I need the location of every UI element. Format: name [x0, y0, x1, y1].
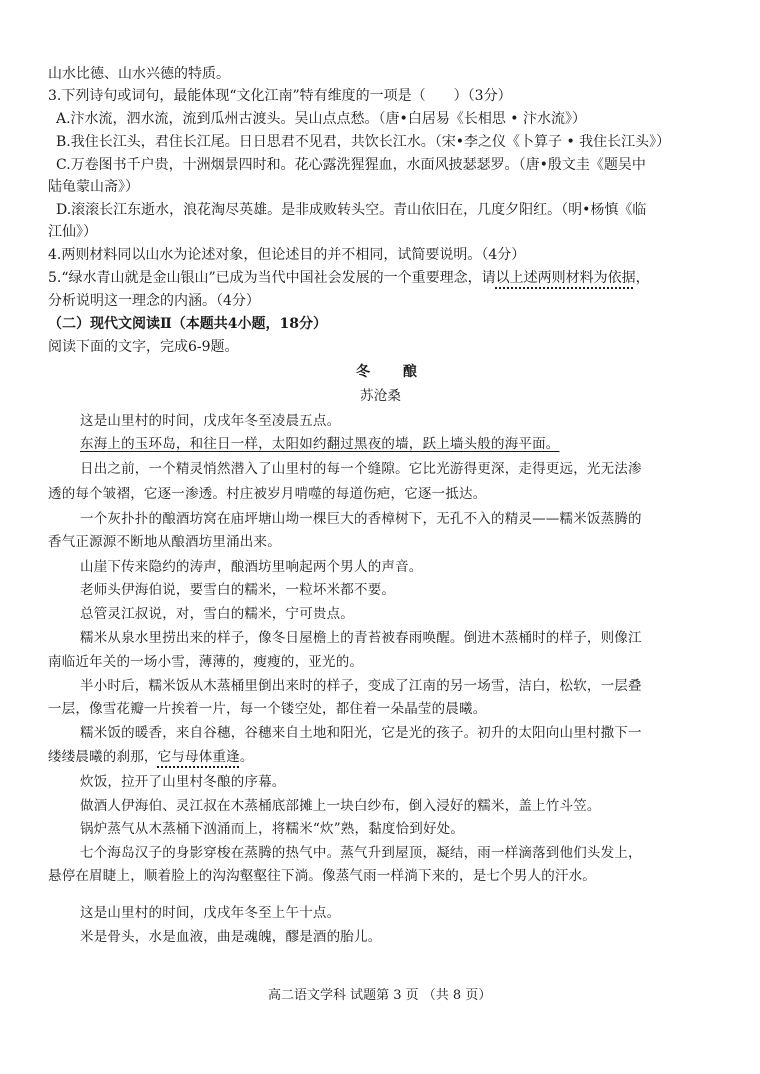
text-line: 山水比德、山水兴德的特质。	[48, 66, 230, 82]
paragraph: 糯米从泉水里捞出来的样子，像冬日屋檐上的青苔被春雨唤醒。倒进木蒸桶时的样子，则像江	[80, 630, 642, 646]
paragraph: 一个灰扑扑的酿酒坊窝在庙坪塘山坳一棵巨大的香樟树下，无孔不入的精灵——糯米饭蒸腾的	[80, 511, 642, 527]
option-b: B.我住长江头，君住长江尾。日日思君不见君，共饮长江水。（宋•李之仪《卜算子 • 我住长江头》）	[56, 134, 671, 150]
paragraph-cont: 一层，像雪花瓣一片挨着一片，每一个镂空处，都住着一朵晶莹的晨曦。	[48, 701, 487, 717]
article-title: 冬 酿	[356, 364, 431, 380]
option-c: C.万卷图书千户贵，十洲烟景四时和。花心露洗猩猩血，水面风披瑟瑟罗。（唐•殷文圭《题吴中	[56, 157, 646, 173]
paragraph: 老师头伊海伯说，要雪白的糯米，一粒坏米都不要。	[80, 582, 396, 598]
paragraph: 日出之前，一个精灵悄然潜入了山里村的每一个缝隙。它比光游得更深，走得更远，光无法渗	[80, 461, 642, 477]
paragraph: 山崖下传来隐约的涛声，酿酒坊里响起两个男人的声音。	[80, 559, 423, 575]
paragraph: 这是山里村的时间，戊戌年冬至凌晨五点。	[80, 413, 341, 429]
question-4: 4.两则材料同以山水为论述对象，但论述目的并不相同，试简要说明。（4分）	[48, 247, 526, 263]
paragraph: 这是山里村的时间，戊戌年冬至上午十点。	[80, 905, 341, 921]
page-footer: 高二语文学科 试题第 3 页 （共 8 页）	[268, 988, 492, 1003]
paragraph: 锅炉蒸气从木蒸桶下汹涌而上，将糯米“炊”熟，黏度恰到好处。	[80, 821, 465, 837]
emphasis-dots: 以上述两则材料为依据	[495, 270, 636, 286]
paragraph: 总管灵江叔说，对，雪白的糯米，宁可贵点。	[80, 606, 354, 622]
paragraph-cont: 缕缕晨曦的刹那，它与母体重逢。	[48, 749, 254, 765]
article-author: 苏沧桑	[360, 388, 402, 404]
option-d-cont: 江仙》）	[48, 224, 97, 240]
paragraph: 七个海岛汉子的身影穿梭在蒸腾的热气中。蒸气升到屋顶，凝结，雨一样滴落到他们头发上，	[80, 845, 642, 861]
paragraph: 糯米饭的暖香，来自谷穗，谷穗来自土地和阳光，它是光的孩子。初升的太阳向山里村撒下一	[80, 725, 642, 741]
underlined-sentence: 东海上的玉环岛，和往日一样，太阳如约翻过黑夜的墙，跃上墙头般的海平面。	[80, 436, 560, 452]
paragraph-cont: 南临近年关的一场小雪，薄薄的，瘦瘦的，亚光的。	[48, 654, 364, 670]
question-5: 5.“绿水青山就是金山银山”已成为当代中国社会发展的一个重要理念，请以上述两则材料为依据，	[48, 270, 650, 286]
option-a: A.汴水流，泗水流，流到瓜州古渡头。吴山点点愁。（唐•白居易《长相思 • 汴水流》）	[56, 111, 586, 127]
question-3: 3.下列诗句或词句，最能体现“文化江南”特有维度的一项是（ ）（3分）	[48, 88, 512, 104]
paragraph-cont: 透的每个皱褶，它逐一渗透。村庄被岁月啃噬的每道伤疤，它逐一抵达。	[48, 486, 487, 502]
paragraph: 做酒人伊海伯、灵江叔在木蒸桶底部摊上一块白纱布，倒入浸好的糯米，盖上竹斗笠。	[80, 798, 601, 814]
instruction: 阅读下面的文字，完成6-9题。	[48, 339, 239, 355]
question-5-cont: 分析说明这一理念的内涵。（4分）	[48, 293, 260, 309]
paragraph: 米是骨头，水是血液，曲是魂魄，醪是酒的胎儿。	[80, 929, 382, 945]
section-heading: （二）现代文阅读Ⅱ（本题共4小题，18分）	[48, 316, 328, 332]
emphasis-dots: 它与母体重逢	[157, 749, 240, 765]
paragraph: 炊饭，拉开了山里村冬酿的序幕。	[80, 774, 286, 790]
paragraph: 半小时后，糯米饭从木蒸桶里倒出来时的样子，变成了江南的另一场雪，洁白，松软，一层叠	[80, 678, 642, 694]
paragraph-cont: 香气正源源不断地从酿酒坊里涌出来。	[48, 534, 281, 550]
option-c-cont: 陆龟蒙山斋》）	[48, 179, 139, 195]
paragraph-cont: 悬停在眉睫上，顺着脸上的沟沟壑壑往下淌。像蒸气雨一样淌下来的，是七个男人的汗水。	[48, 868, 596, 884]
option-d: D.滚滚长江东逝水，浪花淘尽英雄。是非成败转头空。青山依旧在，几度夕阳红。（明•杨慎《临	[56, 202, 647, 218]
